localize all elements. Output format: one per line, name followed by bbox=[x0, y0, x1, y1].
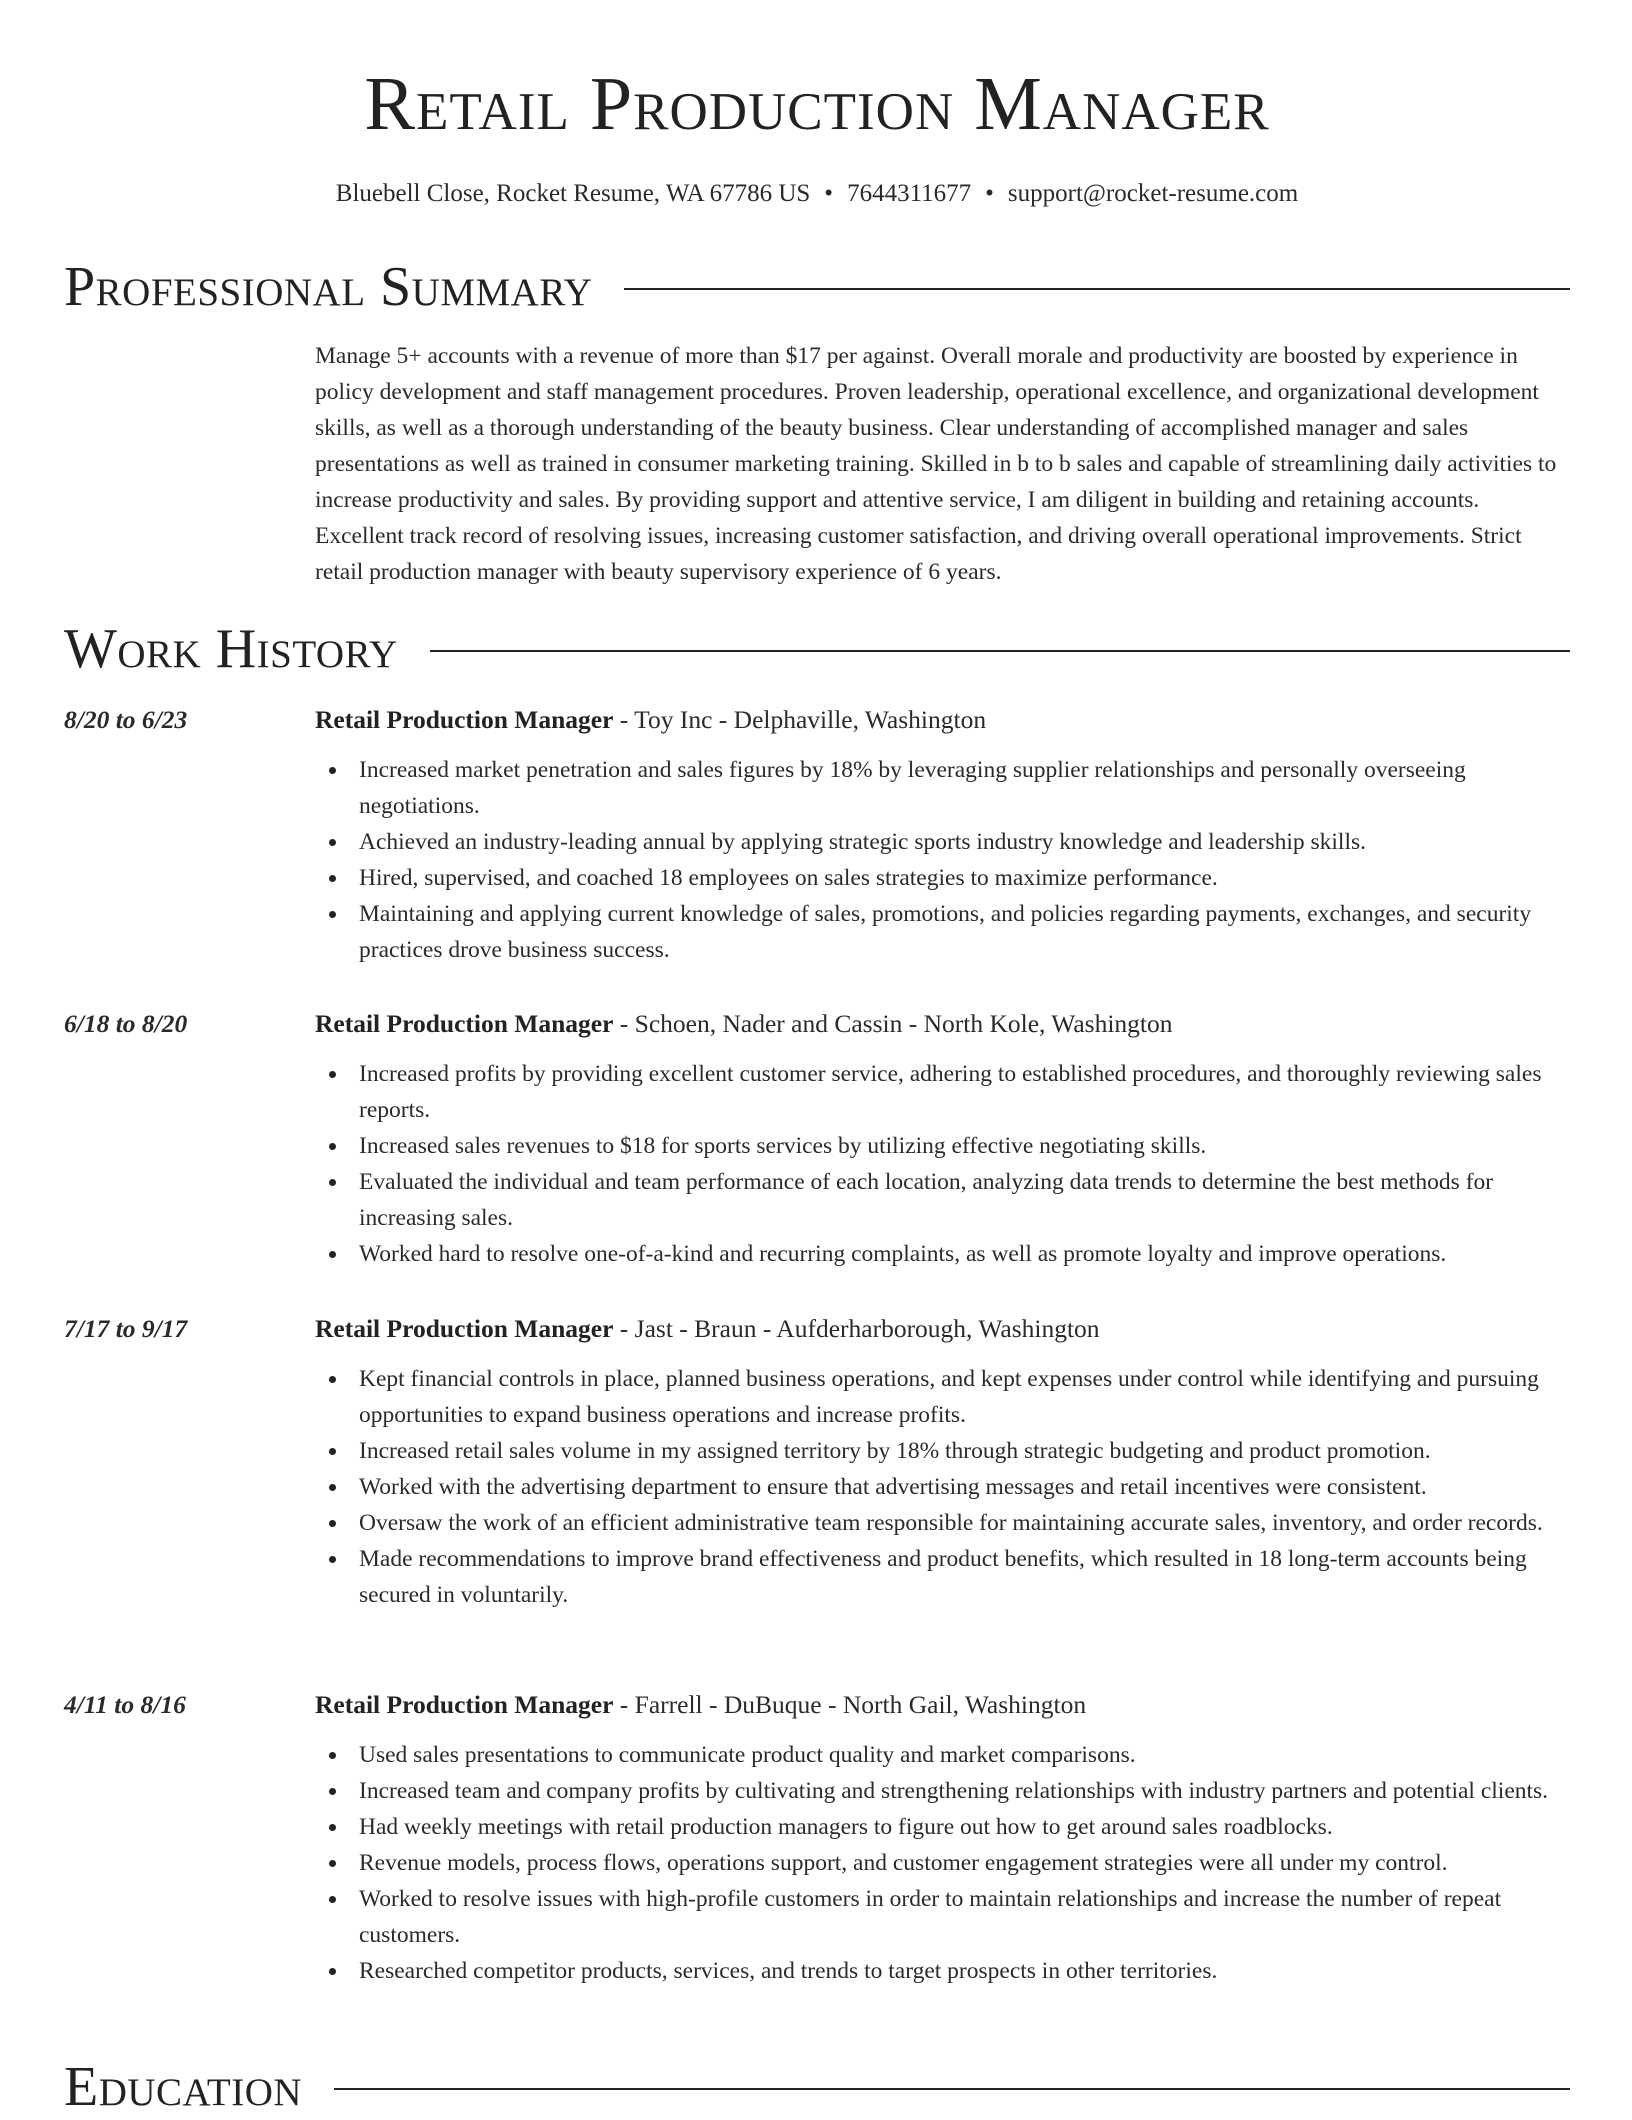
job-bullet: Increased retail sales volume in my assigned territory by 18% through strategic budgeting and product promotion. bbox=[359, 1433, 1570, 1469]
job-heading bbox=[315, 1687, 1086, 1723]
job-dates: 4/11 to 8/16 bbox=[64, 1690, 186, 1719]
job-bullet: Increased sales revenues to $18 for sports services by utilizing effective negotiating skills. bbox=[359, 1128, 1570, 1164]
job-bullet: Had weekly meetings with retail production managers to figure out how to get around sales roadblocks. bbox=[359, 1809, 1570, 1845]
summary-text: Manage 5+ accounts with a revenue of more than $17 per against. Overall morale and productivity are boosted by experience in policy development and staff management procedures. Proven leadership, operational excellence, and organizational development skills, as well as a thorough understanding of the beauty business. Clear understanding of accomplished manager and sales presentations as well as trained in consumer marketing training. Skilled in b to b sales and capable of streamlining daily activities to increase productivity and sales. By providing support and attentive service, I am diligent in building and retaining accounts. Excellent track record of resolving issues, increasing customer satisfaction, and driving overall operational improvements. Strict retail production manager with beauty supervisory experience of 6 years. bbox=[315, 343, 1557, 585]
job-bullet: Oversaw the work of an efficient administrative team responsible for maintaining accurate sales, inventory, and order records. bbox=[359, 1505, 1570, 1541]
section-header-work-history bbox=[64, 616, 1570, 682]
section-title-work-history: Work History bbox=[64, 618, 398, 680]
job-heading bbox=[315, 1311, 1100, 1347]
job-bullets bbox=[64, 1737, 1570, 1989]
job-bullet: Made recommendations to improve brand effectiveness and product benefits, which resulted in 18 long-term accounts being secured in voluntarily. bbox=[359, 1541, 1570, 1613]
job-header bbox=[64, 1687, 1570, 1723]
job-heading bbox=[315, 702, 986, 738]
job-title: Retail Production Manager bbox=[315, 705, 614, 734]
section-title-summary: Professional Summary bbox=[64, 256, 593, 318]
job-entry bbox=[64, 1687, 1570, 1989]
job-dates: 7/17 to 9/17 bbox=[64, 1314, 188, 1343]
job-bullet: Worked hard to resolve one-of-a-kind and recurring complaints, as well as promote loyalty and improve operations. bbox=[359, 1236, 1570, 1272]
job-bullet: Increased profits by providing excellent customer service, adhering to established procedures, and thoroughly reviewing sales reports. bbox=[359, 1056, 1570, 1128]
job-dates: 6/18 to 8/20 bbox=[64, 1009, 188, 1038]
job-company-location: - Toy Inc - Delphaville, Washington bbox=[613, 705, 987, 734]
job-bullets bbox=[64, 1361, 1570, 1613]
job-title: Retail Production Manager bbox=[315, 1009, 614, 1038]
job-bullet: Maintaining and applying current knowledge of sales, promotions, and policies regarding payments, exchanges, and security practices drove business success. bbox=[359, 896, 1570, 968]
section-header-summary bbox=[64, 254, 1570, 320]
section-title-education: Education bbox=[64, 2056, 303, 2118]
job-bullet: Evaluated the individual and team performance of each location, analyzing data trends to determine the best methods for increasing sales. bbox=[359, 1164, 1570, 1236]
job-header bbox=[64, 1311, 1570, 1347]
job-company-location: - Schoen, Nader and Cassin - North Kole, Washington bbox=[613, 1009, 1173, 1038]
contact-phone: 7644311677 bbox=[847, 180, 972, 207]
job-company-location: - Jast - Braun - Aufderharborough, Washington bbox=[613, 1314, 1100, 1343]
job-bullet: Used sales presentations to communicate product quality and market comparisons. bbox=[359, 1737, 1570, 1773]
job-title: Retail Production Manager bbox=[315, 1314, 614, 1343]
contact-address: Bluebell Close, Rocket Resume, WA 67786 US bbox=[335, 180, 811, 207]
contact-separator: • bbox=[824, 180, 834, 207]
job-bullet: Increased market penetration and sales figures by 18% by leveraging supplier relationships and personally overseeing negotiations. bbox=[359, 752, 1570, 824]
job-entry bbox=[64, 1006, 1570, 1272]
section-header-education bbox=[64, 2054, 1570, 2120]
resume-page bbox=[64, 0, 1570, 2118]
job-bullet: Revenue models, process flows, operations support, and customer engagement strategies were all under my control. bbox=[359, 1845, 1570, 1881]
job-bullet: Researched competitor products, services, and trends to target prospects in other territories. bbox=[359, 1953, 1570, 1989]
contact-email: support@rocket-resume.com bbox=[1007, 180, 1299, 207]
job-entry bbox=[64, 1311, 1570, 1613]
section-divider bbox=[430, 650, 1570, 652]
job-company-location: - Farrell - DuBuque - North Gail, Washington bbox=[613, 1690, 1087, 1719]
job-heading bbox=[315, 1006, 1173, 1042]
job-bullet: Kept financial controls in place, planned business operations, and kept expenses under control while identifying and pursuing opportunities to expand business operations and increase profits. bbox=[359, 1361, 1570, 1433]
job-bullet: Achieved an industry-leading annual by applying strategic sports industry knowledge and leadership skills. bbox=[359, 824, 1570, 860]
job-bullet: Hired, supervised, and coached 18 employees on sales strategies to maximize performance. bbox=[359, 860, 1570, 896]
section-divider bbox=[624, 288, 1570, 290]
contact-separator: • bbox=[985, 180, 994, 207]
job-bullet: Worked to resolve issues with high-profile customers in order to maintain relationships and increase the number of repeat customers. bbox=[359, 1881, 1570, 1953]
job-bullet: Increased team and company profits by cultivating and strengthening relationships with industry partners and potential clients. bbox=[359, 1773, 1570, 1809]
job-dates: 8/20 to 6/23 bbox=[64, 705, 188, 734]
contact-line bbox=[64, 178, 1570, 210]
job-bullets bbox=[64, 1056, 1570, 1272]
job-bullet: Worked with the advertising department to ensure that advertising messages and retail incentives were consistent. bbox=[359, 1469, 1570, 1505]
job-entry bbox=[64, 702, 1570, 968]
section-divider bbox=[334, 2088, 1570, 2090]
job-header bbox=[64, 702, 1570, 738]
job-bullets bbox=[64, 752, 1570, 968]
candidate-name: Retail Production Manager bbox=[364, 62, 1270, 146]
job-header bbox=[64, 1006, 1570, 1042]
job-title: Retail Production Manager bbox=[315, 1690, 614, 1719]
